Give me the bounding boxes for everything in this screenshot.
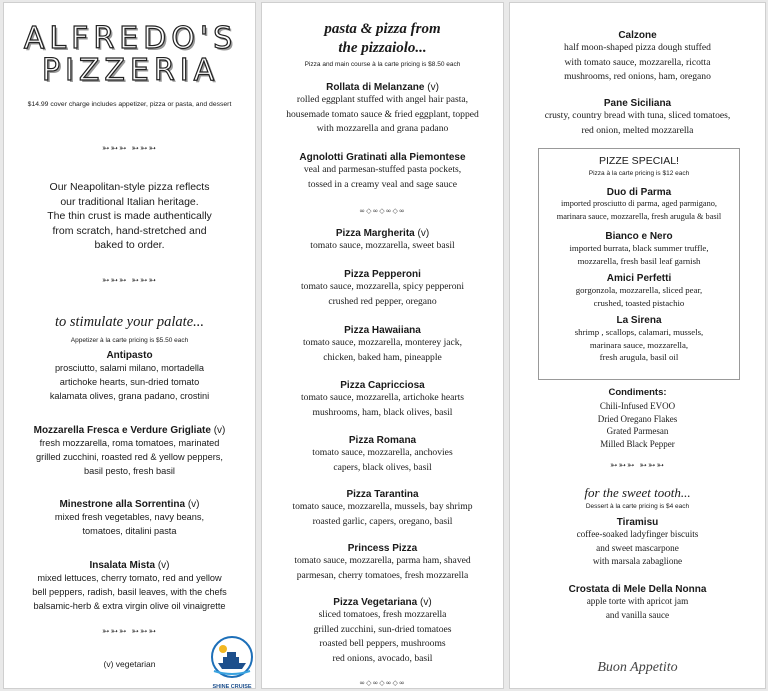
desc-line: half moon-shaped pizza dough stuffed: [564, 42, 711, 53]
item-desc: [539, 198, 739, 223]
dessert-pricing: Dessert à la carte pricing is $4 each: [585, 503, 690, 510]
desc-line: capers, black olives, basil: [333, 461, 432, 473]
desc-line: marinara sauce, mozzarella,: [589, 339, 689, 350]
desc-line: crushed red pepper, oregano: [328, 295, 437, 307]
desc-line: kalamata olives, grana padano, crostini: [49, 391, 210, 401]
item-name: Pizza Hawaiiana: [344, 325, 421, 336]
desc-line: tomato sauce, mozzarella, monterey jack,: [302, 337, 463, 348]
desc-line: imported prosciutto di parma, aged parmigano,: [561, 199, 717, 208]
desc-line: with tomato sauce, mozzarella, ricotta: [564, 56, 711, 68]
menu-item: [262, 543, 503, 583]
desc-line: parmesan, cherry tomatoes, fresh mozzarella: [296, 569, 469, 581]
appetizers-title: to stimulate your palate...: [54, 314, 204, 330]
menu-panel-right: [509, 2, 766, 689]
pizza-title-line: the pizzaiolo...: [338, 40, 427, 56]
menu-item: [4, 499, 255, 538]
desc-line: roasted garlic, capers, oregano, basil: [312, 515, 453, 527]
vegetarian-note: (v) vegetarian: [103, 659, 156, 669]
menu-item: [262, 380, 503, 420]
item-desc: [4, 510, 255, 538]
desc-line: gorgonzola, mozzarella, sliced pear,: [575, 285, 703, 295]
desc-line: tomato sauce, mozzarella, artichoke hearts: [300, 392, 464, 403]
item-name: Amici Perfetti: [606, 273, 672, 284]
desc-line: red onion, melted mozzarella: [581, 124, 694, 136]
condiments-list: [510, 400, 765, 450]
menu-panel-center: [261, 2, 504, 689]
menu-item: [539, 315, 739, 364]
desc-line: marinara sauce, mozzarella, fresh arugula & basil: [556, 211, 722, 221]
desc-line: fresh mozzarella, roma tomatoes, marinated: [39, 438, 220, 448]
pizza-title-line: pasta & pizza from: [324, 21, 441, 37]
condiment: Chili-Infused EVOO: [599, 401, 676, 411]
menu-item: [262, 269, 503, 309]
item-name: Rollata di Melanzane (v): [326, 82, 439, 93]
menu-item: [262, 82, 503, 137]
item-name: Pizza Margherita (v): [335, 228, 430, 239]
desc-line: apple torte with apricot jam: [586, 596, 689, 606]
desc-line: mozzarella, fresh basil leaf garnish: [577, 255, 701, 266]
specials-pricing: Pizza à la carte pricing is $12 each: [588, 170, 690, 177]
item-desc: [510, 41, 765, 85]
desc-line: mushrooms, ham, black olives, basil: [312, 406, 453, 418]
logo-line-1: ALFREDO'S: [23, 21, 238, 56]
condiment: Milled Black Pepper: [600, 438, 675, 449]
intro-line: our traditional Italian heritage.: [60, 195, 199, 208]
item-name: Pane Siciliana: [603, 98, 672, 109]
desc-line: grilled zucchini, sun-dried tomatoes: [313, 623, 452, 635]
desc-line: tomato sauce, mozzarella, parma ham, shaved: [294, 555, 471, 566]
menu-item: [4, 350, 255, 403]
menu-item: [510, 30, 765, 85]
desc-line: and sweet mascarpone: [596, 542, 679, 553]
item-name: Tiramisu: [616, 517, 659, 528]
desc-line: mushrooms, red onions, ham, oregano: [564, 71, 711, 82]
item-name: Agnolotti Gratinati alla Piemontese: [299, 152, 466, 163]
item-desc: [262, 446, 503, 475]
item-name: Pizza Tarantina: [346, 489, 419, 500]
menu-item: [262, 228, 503, 254]
intro-line: baked to order.: [94, 239, 165, 251]
menu-item: [262, 489, 503, 529]
item-desc: [262, 554, 503, 583]
desc-line: mixed fresh vegetables, navy beans,: [54, 512, 205, 522]
condiment: Dried Oregano Flakes: [597, 413, 678, 424]
desc-line: balsamic-herb & extra virgin olive oil vinaigrette: [33, 601, 226, 611]
menu-item: [539, 231, 739, 267]
item-name: Antipasto: [106, 350, 153, 361]
intro-line: Our Neapolitan-style pizza reflects: [49, 181, 210, 193]
item-desc: [539, 284, 739, 309]
menu-item: [262, 435, 503, 475]
condiment: Grated Parmesan: [606, 426, 669, 436]
desc-line: rolled eggplant stuffed with angel hair pasta,: [296, 94, 469, 105]
item-name: Insalata Mista (v): [89, 560, 170, 571]
ornament-divider: ➳➳➳ ➳➳➳: [101, 627, 158, 637]
desc-line: mixed lettuces, cherry tomato, red and yellow: [37, 573, 222, 583]
desc-line: sliced tomatoes, fresh mozzarella: [318, 609, 447, 620]
item-name: Crostata di Mele Della Nonna: [568, 584, 707, 595]
item-name: Calzone: [618, 30, 657, 41]
desc-line: tossed in a creamy veal and sage sauce: [308, 178, 457, 190]
item-desc: [262, 239, 503, 254]
menu-item: [262, 152, 503, 192]
desc-line: basil pesto, fresh basil: [84, 466, 175, 476]
menu-item: [510, 584, 765, 622]
ornament-divider-small: ∞◇∞◇∞◇∞: [359, 679, 406, 687]
item-desc: [510, 109, 765, 138]
desc-line: tomatoes, ditalini pasta: [82, 526, 177, 536]
item-desc: [4, 571, 255, 613]
desc-line: shrimp , scallops, calamari, mussels,: [574, 327, 704, 337]
desc-line: with mozzarella and grana padano: [316, 123, 449, 134]
item-desc: [539, 326, 739, 364]
desc-line: housemade tomato sauce & fried eggplant, topped: [286, 108, 479, 120]
desc-line: crusty, country bread with tuna, sliced tomatoes,: [544, 110, 731, 121]
item-name: Bianco e Nero: [605, 231, 673, 242]
desc-line: chicken, baked ham, pineapple: [323, 351, 442, 363]
desc-line: tomato sauce, mozzarella, sweet basil: [310, 240, 455, 251]
desc-line: veal and parmesan-stuffed pasta pockets,: [303, 164, 462, 175]
item-name: Pizza Romana: [348, 435, 417, 446]
menu-item: [262, 597, 503, 666]
cruise-ship-icon: [209, 635, 255, 679]
desc-line: with marsala zabaglione: [592, 556, 683, 566]
menu-item: [510, 517, 765, 569]
desc-line: red onions, avocado, basil: [332, 652, 433, 664]
item-name: Pizza Pepperoni: [344, 269, 421, 280]
item-name: Mozzarella Fresca e Verdure Grigliate (v): [33, 425, 226, 436]
item-desc: [262, 280, 503, 309]
desc-line: tomato sauce, mozzarella, anchovies: [312, 447, 453, 458]
item-desc: [510, 595, 765, 622]
desc-line: grilled zucchini, roasted red & yellow peppers,: [36, 452, 223, 462]
item-desc: [262, 391, 503, 420]
brand-logo: [209, 635, 255, 689]
intro-text: [4, 180, 255, 253]
dessert-title: for the sweet tooth...: [584, 485, 691, 500]
ornament-divider: ➳➳➳ ➳➳➳: [101, 276, 158, 286]
item-desc: [4, 361, 255, 403]
desc-line: fresh arugula, basil oil: [599, 352, 679, 362]
ornament-divider: ➳➳➳ ➳➳➳: [101, 144, 158, 154]
desc-line: prosciutto, salami milano, mortadella: [54, 363, 205, 373]
desc-line: tomato sauce, mozzarella, mussels, bay shrimp: [292, 501, 473, 512]
ornament-divider-small: ∞◇∞◇∞◇∞: [359, 207, 406, 215]
condiments-title: Condiments:: [608, 387, 667, 398]
item-name: La Sirena: [616, 315, 662, 326]
desc-line: bell peppers, radish, basil leaves, with the chefs: [32, 587, 227, 597]
menu-item: [539, 187, 739, 223]
menu-item: [262, 325, 503, 365]
specials-box: [538, 148, 740, 380]
intro-line: from scratch, hand-stretched and: [52, 224, 207, 237]
desc-line: roasted bell peppers, mushrooms: [319, 638, 446, 649]
item-name: Princess Pizza: [347, 543, 418, 554]
appetizers-pricing: Appetizer à la carte pricing is $5.50 each: [70, 337, 189, 344]
menu-panel-left: [3, 2, 256, 689]
item-desc: [262, 608, 503, 666]
menu-item: [4, 425, 255, 478]
pizza-title: [262, 20, 503, 58]
item-desc: [262, 500, 503, 529]
condiments-section: [510, 387, 765, 450]
item-desc: [262, 163, 503, 192]
desc-line: crushed, toasted pistachio: [593, 297, 685, 308]
desc-line: coffee-soaked ladyfinger biscuits: [576, 529, 699, 539]
cover-charge: $14.99 cover charge includes appetizer, pizza or pasta, and dessert: [27, 101, 232, 108]
ornament-divider: ➳➳➳ ➳➳➳: [609, 461, 666, 471]
menu-item: [539, 273, 739, 309]
closing-text: Buon Appetito: [597, 660, 678, 675]
item-name: Pizza Vegetariana (v): [333, 597, 432, 608]
desc-line: and vanilla sauce: [605, 609, 670, 620]
desc-line: tomato sauce, mozzarella, spicy pepperoni: [300, 281, 465, 292]
item-name: Pizza Capricciosa: [340, 380, 425, 391]
item-name: Minestrone alla Sorrentina (v): [59, 499, 200, 510]
item-desc: [4, 436, 255, 478]
brand-name: SHINE CRUISE: [212, 684, 252, 690]
menu-item: [510, 98, 765, 138]
desc-line: artichoke hearts, sun-dried tomato: [59, 377, 200, 387]
pizza-pricing: Pizza and main course à la carte pricing is $8.50 each: [304, 61, 461, 68]
item-desc: [510, 528, 765, 569]
item-desc: [262, 93, 503, 137]
logo-line-2: PIZZERIA: [41, 53, 220, 88]
item-desc: [539, 242, 739, 267]
intro-line: The thin crust is made authentically: [47, 210, 212, 222]
menu-item: [4, 560, 255, 613]
desc-line: imported burrata, black summer truffle,: [569, 243, 709, 253]
item-name: Duo di Parma: [606, 187, 672, 198]
specials-title: PIZZE SPECIAL!: [599, 155, 679, 167]
item-desc: [262, 336, 503, 365]
